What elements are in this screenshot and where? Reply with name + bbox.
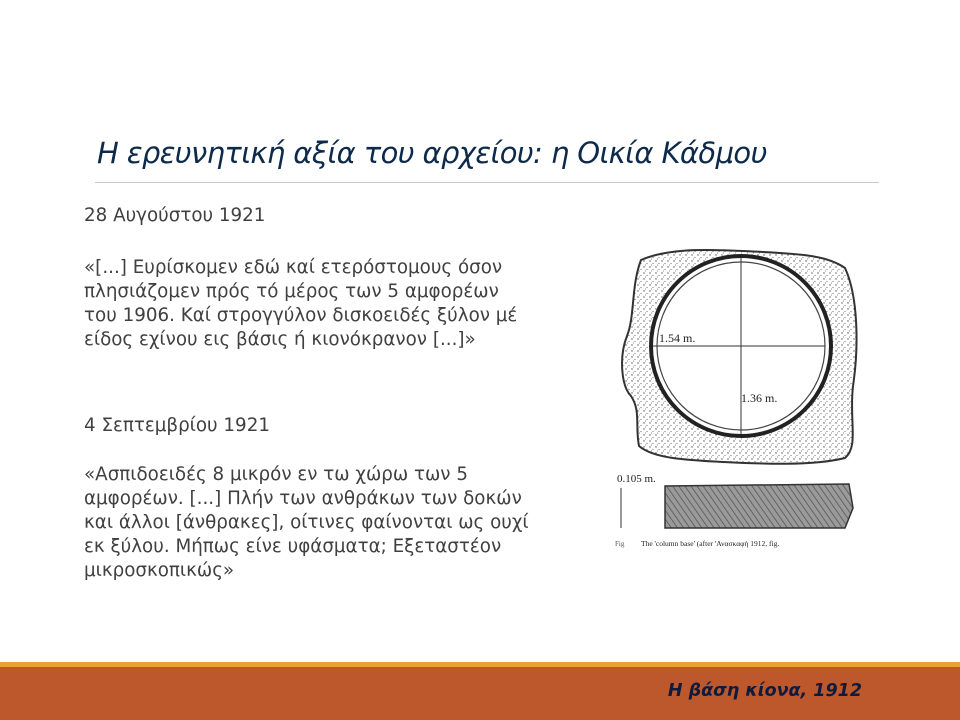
diameter-label-2: 1.36 m. <box>741 391 778 405</box>
quote-line: εκ ξύλου. Μήπως είνε υφάσματα; Εξεταστέον <box>84 536 502 557</box>
diameter-label-1: 1.54 m. <box>659 331 696 345</box>
title-divider <box>95 182 879 183</box>
entry-quote-2 <box>84 463 529 583</box>
entry-quote-1 <box>84 256 517 352</box>
quote-line: και άλλοι [άνθρακες], οίτινες φαίνονται ως ουχί <box>84 512 529 533</box>
column-base-drawing <box>613 236 863 576</box>
slide-title: Η ερευνητική αξία του αρχείου: η Οικία Κάδμου <box>97 136 767 170</box>
quote-line: πλησιάζομεν πρός τό μέρος των 5 αμφορέων <box>84 281 499 302</box>
section-view <box>615 473 853 548</box>
figure-caption: The 'column base' (after 'Ανασκαφή 1912, fig. <box>641 539 780 548</box>
footer-caption: Η βάση κίονα, 1912 <box>667 681 862 701</box>
quote-line: «Ασπιδοειδές 8 μικρόν εν τω χώρω των 5 <box>84 464 468 485</box>
quote-line: του 1906. Καί στρογγύλον δισκοειδές ξύλον μέ <box>84 305 518 326</box>
quote-line: μικροσκοπικώς» <box>84 560 235 581</box>
quote-line: «[...] Ευρίσκομεν εδώ καί ετερόστομους όσον <box>84 257 503 278</box>
figure-prefix: Fig <box>615 540 625 548</box>
quote-line: αμφορέων. [...] Πλήν των ανθράκων των δοκών <box>84 488 522 509</box>
plan-view <box>622 250 856 464</box>
entry-date-1: 28 Αυγούστου 1921 <box>84 205 266 226</box>
height-label: 0.105 m. <box>617 473 656 485</box>
entry-date-2: 4 Σεπτεμβρίου 1921 <box>84 415 270 436</box>
quote-line: είδος εχίνου εις βάσις ή κιονόκρανον [...]» <box>84 329 476 350</box>
